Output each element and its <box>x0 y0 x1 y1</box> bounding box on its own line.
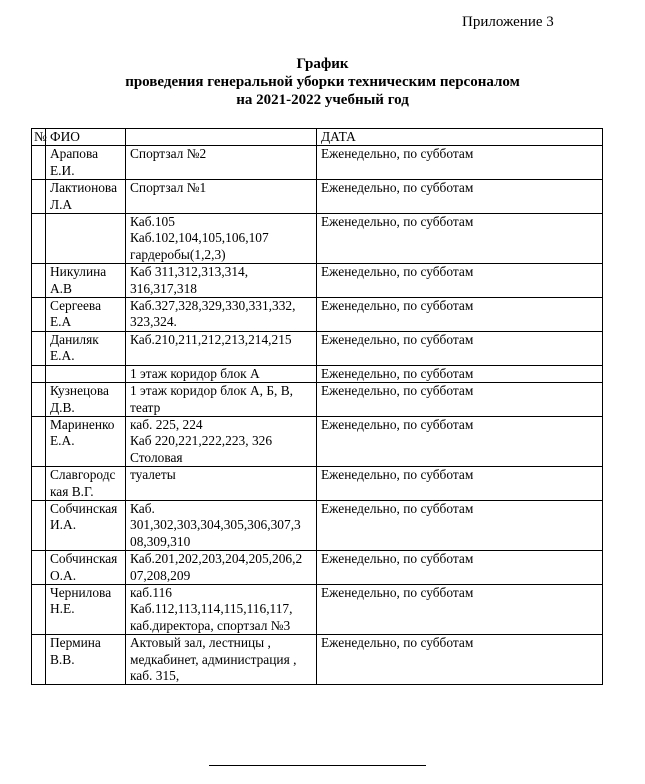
row-number <box>32 331 46 365</box>
cleaning-schedule-table <box>31 128 603 685</box>
title-line-3: на 2021-2022 учебный год <box>236 92 409 108</box>
header-number: № <box>32 129 46 146</box>
row-rooms: Каб.201,202,203,204,205,206,2 07,208,209 <box>126 551 317 585</box>
row-number <box>32 551 46 585</box>
row-date: Еженедельно, по субботам <box>317 331 603 365</box>
row-rooms: Актовый зал, лестницы , медкабинет, администрация , каб. 315, <box>126 635 317 685</box>
table-row <box>32 365 603 382</box>
table-header-row <box>32 129 603 146</box>
row-date: Еженедельно, по субботам <box>317 467 603 501</box>
title-line-1: График <box>296 56 349 72</box>
row-fio <box>46 365 126 382</box>
table-row <box>32 146 603 180</box>
table-row <box>32 416 603 466</box>
row-fio: Пермина В.В. <box>46 635 126 685</box>
row-fio: Арапова Е.И. <box>46 146 126 180</box>
row-fio: Собчинская О.А. <box>46 551 126 585</box>
row-fio: Никулина А.В <box>46 264 126 298</box>
table-row <box>32 331 603 365</box>
row-number <box>32 584 46 634</box>
row-date: Еженедельно, по субботам <box>317 584 603 634</box>
row-rooms: Спортзал №2 <box>126 146 317 180</box>
row-date: Еженедельно, по субботам <box>317 551 603 585</box>
table-body <box>32 146 603 685</box>
row-rooms: каб.116 Каб.112,113,114,115,116,117, каб.директора, спортзал №3 <box>126 584 317 634</box>
table-row <box>32 584 603 634</box>
row-fio: Мариненко Е.А. <box>46 416 126 466</box>
table-row <box>32 180 603 214</box>
table-row <box>32 298 603 332</box>
table-row <box>32 264 603 298</box>
row-fio: Кузнецова Д.В. <box>46 383 126 417</box>
document-title <box>0 55 645 109</box>
row-number <box>32 146 46 180</box>
row-fio: Чернилова Н.Е. <box>46 584 126 634</box>
table-row <box>32 500 603 550</box>
row-date: Еженедельно, по субботам <box>317 298 603 332</box>
row-rooms: каб. 225, 224 Каб 220,221,222,223, 326 Столовая <box>126 416 317 466</box>
table-row <box>32 214 603 264</box>
row-fio: Славгородс кая В.Г. <box>46 467 126 501</box>
row-rooms: Каб.105 Каб.102,104,105,106,107 гардеробы(1,2,3) <box>126 214 317 264</box>
row-number <box>32 635 46 685</box>
header-rooms <box>126 129 317 146</box>
appendix-label: Приложение 3 <box>462 14 554 30</box>
row-rooms: Каб.327,328,329,330,331,332, 323,324. <box>126 298 317 332</box>
row-number <box>32 416 46 466</box>
row-number <box>32 298 46 332</box>
header-fio: ФИО <box>46 129 126 146</box>
row-date: Еженедельно, по субботам <box>317 635 603 685</box>
row-fio: Даниляк Е.А. <box>46 331 126 365</box>
row-date: Еженедельно, по субботам <box>317 264 603 298</box>
row-date: Еженедельно, по субботам <box>317 416 603 466</box>
signature-line <box>209 765 426 766</box>
table-row <box>32 467 603 501</box>
row-date: Еженедельно, по субботам <box>317 180 603 214</box>
table-row <box>32 635 603 685</box>
row-rooms: Каб. 301,302,303,304,305,306,307,3 08,309,310 <box>126 500 317 550</box>
row-rooms: Спортзал №1 <box>126 180 317 214</box>
row-date: Еженедельно, по субботам <box>317 383 603 417</box>
row-date: Еженедельно, по субботам <box>317 146 603 180</box>
row-rooms: 1 этаж коридор блок А, Б, В, театр <box>126 383 317 417</box>
row-fio <box>46 214 126 264</box>
table-row <box>32 383 603 417</box>
row-date: Еженедельно, по субботам <box>317 365 603 382</box>
row-number <box>32 365 46 382</box>
row-number <box>32 180 46 214</box>
row-rooms: Каб.210,211,212,213,214,215 <box>126 331 317 365</box>
row-rooms: Каб 311,312,313,314, 316,317,318 <box>126 264 317 298</box>
row-number <box>32 500 46 550</box>
table-row <box>32 551 603 585</box>
header-date: ДАТА <box>317 129 603 146</box>
row-fio: Сергеева Е.А <box>46 298 126 332</box>
row-rooms: 1 этаж коридор блок А <box>126 365 317 382</box>
row-date: Еженедельно, по субботам <box>317 214 603 264</box>
row-number <box>32 214 46 264</box>
title-line-2: проведения генеральной уборки техническим персоналом <box>125 74 520 90</box>
row-rooms: туалеты <box>126 467 317 501</box>
row-number <box>32 467 46 501</box>
row-number <box>32 383 46 417</box>
row-date: Еженедельно, по субботам <box>317 500 603 550</box>
row-fio: Собчинская И.А. <box>46 500 126 550</box>
row-fio: Лактионова Л.А <box>46 180 126 214</box>
row-number <box>32 264 46 298</box>
